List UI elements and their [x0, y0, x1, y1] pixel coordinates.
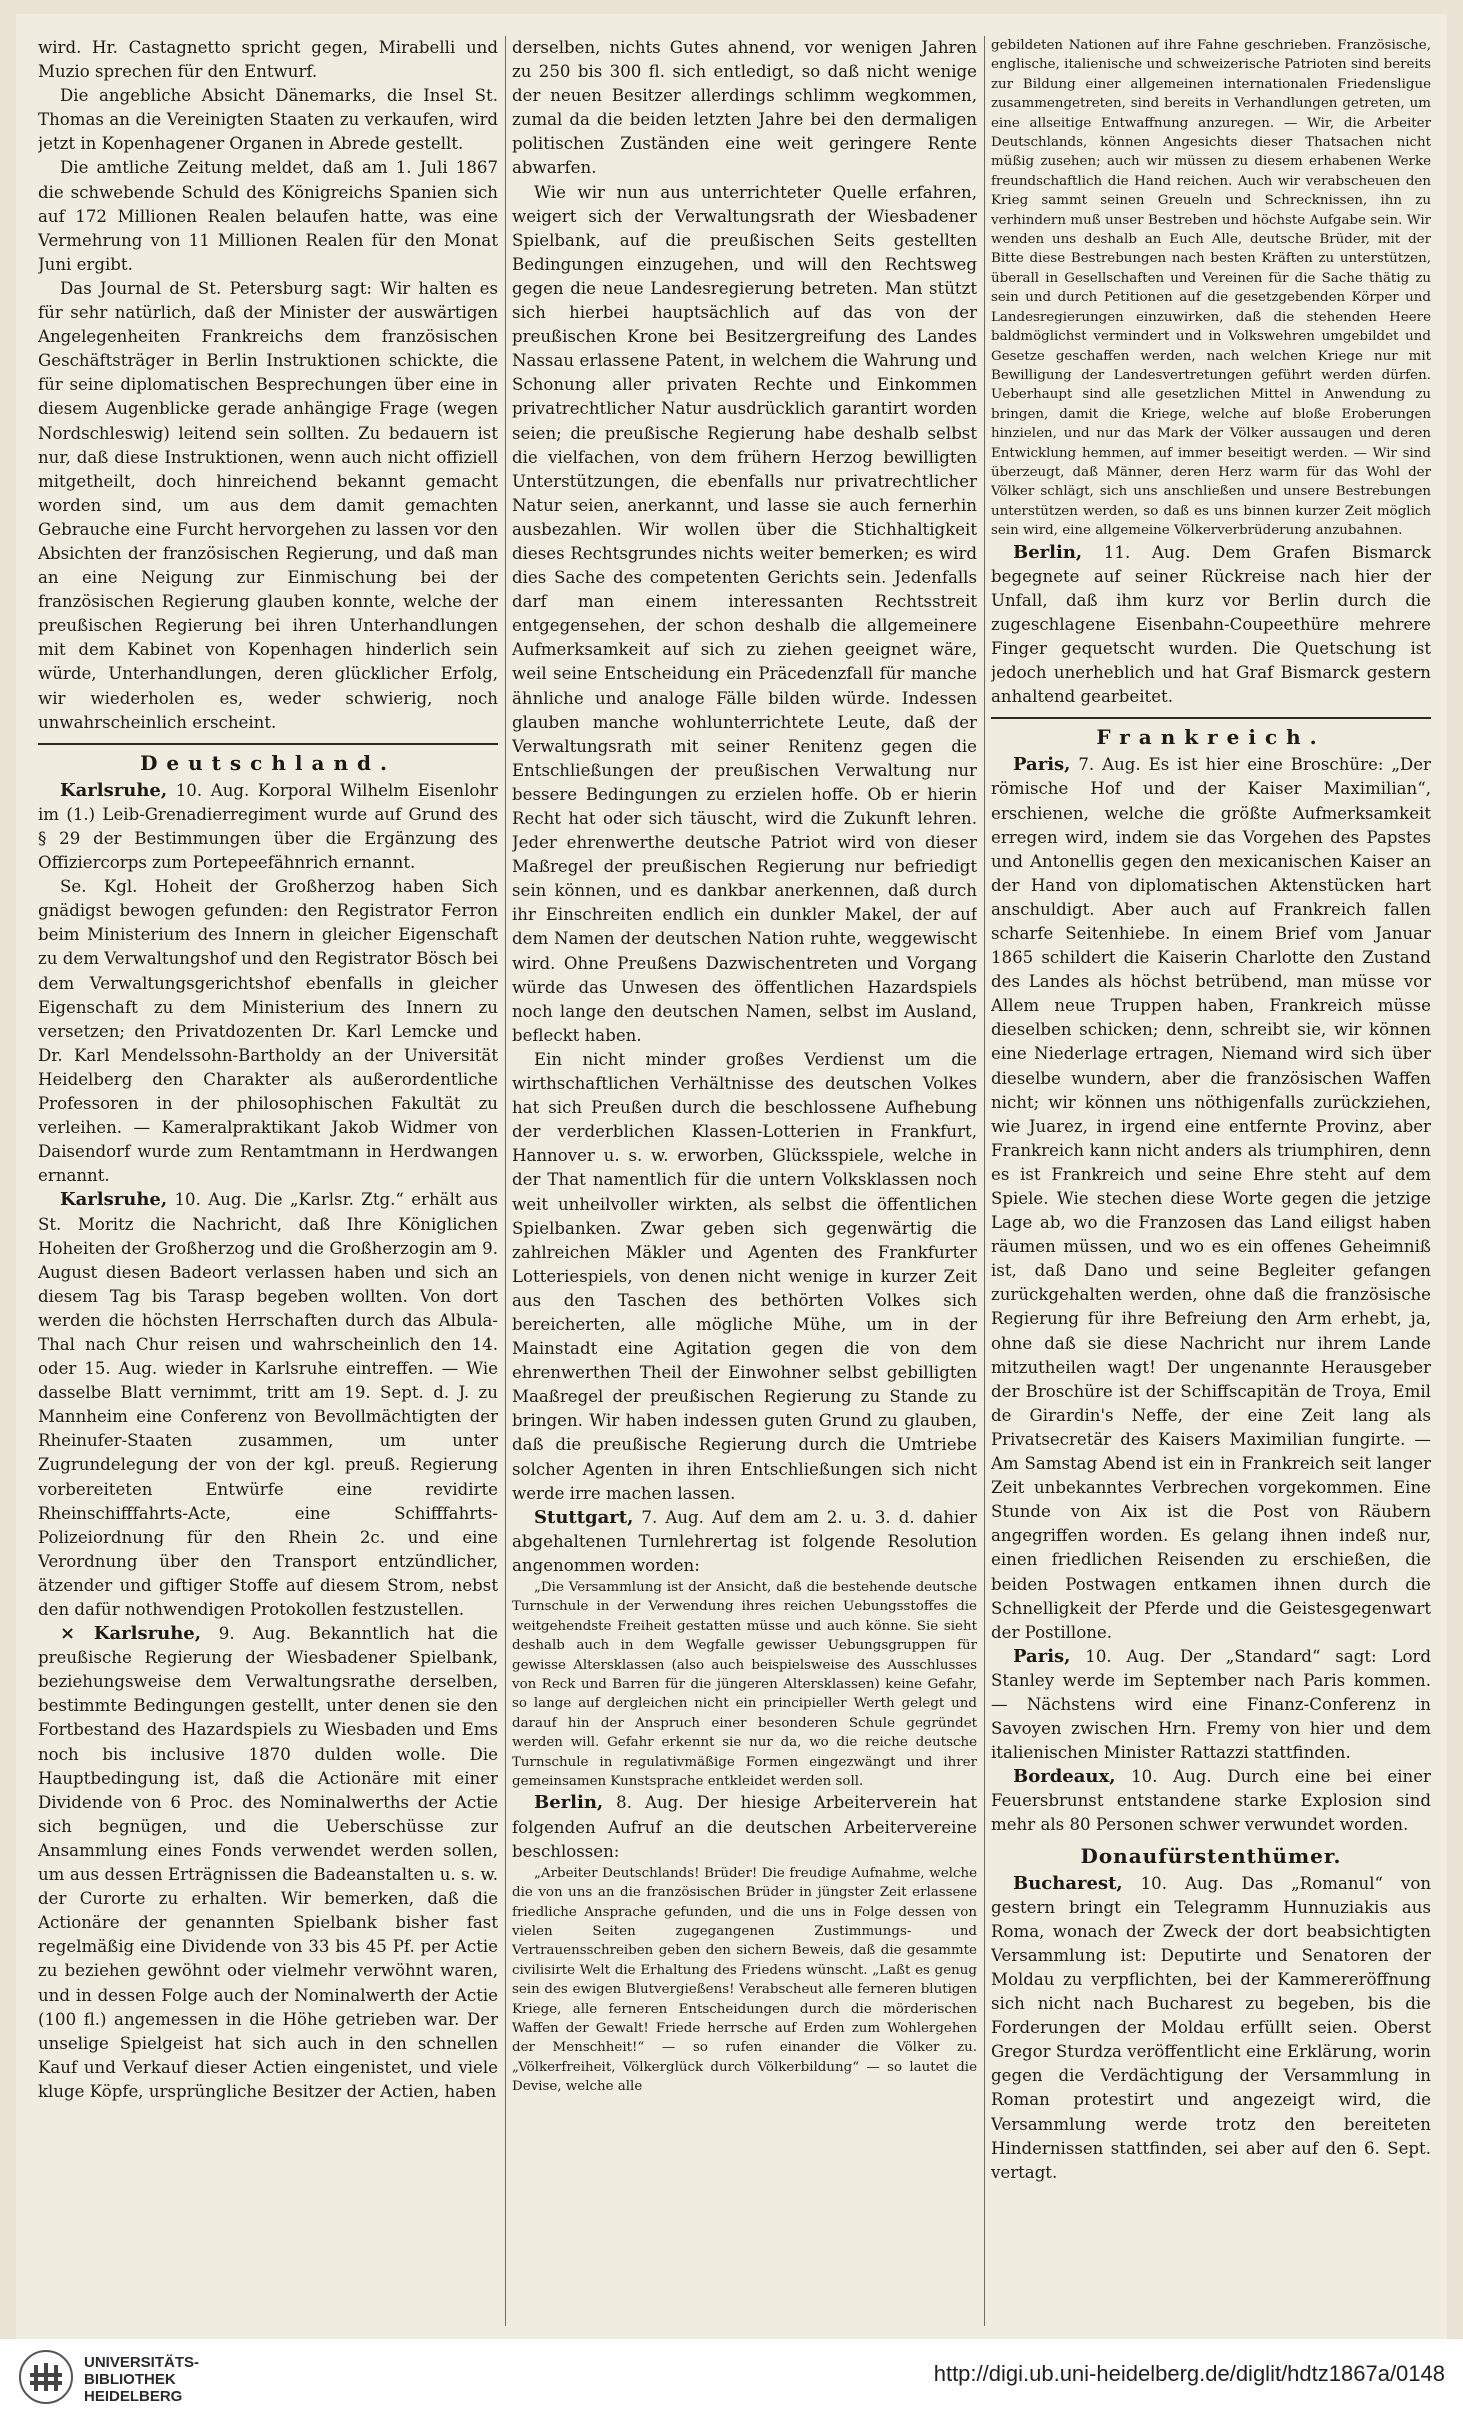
- library-name-line: UNIVERSITÄTS-: [84, 2354, 200, 2371]
- article-text: 11. Aug. Dem Grafen Bismarck begegnete auf seiner Rückreise nach hier der Unfall, daß ihm kurz vor Berlin durch die zugeschlagene Eisenbahn-Coupeethüre mehrere Finger gequetscht wurden. Die Quetschung ist jedoch unerheblich und hat Graf Bismarck gestern anhaltend gearbeitet.: [991, 542, 1431, 707]
- article: [991, 541, 1431, 710]
- dateline-place: Paris,: [1013, 754, 1071, 776]
- paragraph: wird. Hr. Castagnetto spricht gegen, Mirabelli und Muzio sprechen für den Entwurf.: [38, 38, 498, 82]
- article: [38, 1622, 498, 2104]
- section-heading-frankreich: Frankreich.: [1096, 725, 1326, 750]
- column-middle: [512, 36, 977, 2326]
- dateline-place: Karlsruhe,: [60, 1189, 168, 1211]
- university-library-logo-icon: [18, 2349, 74, 2405]
- article: [512, 1506, 977, 1578]
- quoted-resolution: „Die Versammlung ist der Ansicht, daß die bestehende deutsche Turnschule in der Verwendung ihres reichen Uebungsstoffes die weitgehendste Freiheit gestatten müsse und auch könne. Sie sieht deshalb auch in dem Wegfalle gewisser Uebungsgruppen für gewisse Altersklassen (also auch beispielsweise des Ausschlusses von Reck und Barren für die jüngeren Altersklassen) keine Gefahr, so lange auf dergleichen nicht ein principieller Werth gelegt und darauf hin der Anspruch einer besonderen Schule gegründet werden will. Gefahr erkennt sie nur da, wo die reiche deutsche Turnschule in regulativmäßige Formen eingezwängt und ihrer gemeinsamen Kunstsprache entkleidet werden soll.: [512, 1580, 977, 1790]
- article: [512, 1791, 977, 1863]
- article-text: 7. Aug. Auf dem am 2. u. 3. d. dahier abgehaltenen Turnlehrertag ist folgende Resolution angenommen worden:: [512, 1507, 977, 1575]
- dateline-place: × Karlsruhe,: [60, 1623, 202, 1645]
- section-divider: [991, 717, 1431, 719]
- article-text: 8. Aug. Der hiesige Arbeiterverein hat folgenden Aufruf an die deutschen Arbeitervereine beschlossen:: [512, 1793, 977, 1861]
- library-name-line: BIBLIOTHEK: [84, 2371, 176, 2388]
- library-name-line: HEIDELBERG: [84, 2388, 183, 2405]
- paragraph: Das Journal de St. Petersburg sagt: Wir halten es für sehr natürlich, daß der Minister der auswärtigen Angelegenheiten Frankreichs dem französischen Geschäftsträger in Berlin Instruktionen schickte, die für seine diplomatischen Besprechungen über eine in diesem Augenblicke gerade anhängige Frage (wegen Nordschleswig) leitend sein sollten. Zu bedauern ist nur, daß diese Instruktionen, wenn auch nicht offiziell mitgetheilt, doch hinreichend bekannt gemacht worden sind, um aus dem damit gemachten Gebrauche eine Furcht hervorgehen zu lassen vor den Absichten der französischen Regierung, und daß man an eine Neigung zur Einmischung bei der französischen Regierung glauben konnte, welche der preußischen Regierung bei ihren Unterhandlungen mit dem Kabinet von Kopenhagen hinderlich sein würde, Unterhandlungen, deren glücklicher Erfolg, wir wiederholen es, weder schwierig, noch unwahrscheinlich erscheint.: [38, 278, 498, 732]
- paragraph: Se. Kgl. Hoheit der Großherzog haben Sich gnädigst bewogen gefunden: den Registrator Ferron beim Ministerium des Innern in gleicher Eigenschaft zu dem Verwaltungshof und den Registrator Bösch bei dem Verwaltungsgerichtshof ebenfalls in gleicher Eigenschaft zu dem Ministerium des Innern zu versetzen; den Privatdozenten Dr. Karl Lemcke und Dr. Karl Mendelssohn-Bartholdy an der Universität Heidelberg den Charakter als außerordentliche Professoren in der philosophischen Fakultät zu verleihen. — Kameralpraktikant Jakob Widmer von Daisendorf wurde zum Rentamtmann in Herdwangen ernannt.: [38, 877, 498, 1186]
- paragraph: Wie wir nun aus unterrichteter Quelle erfahren, weigert sich der Verwaltungsrath der Wiesbadener Spielbank, auf die preußischen Seits gestellten Bedingungen einzugehen, und will den Rechtsweg gegen die neue Landesregierung betreten. Man stützt sich hierbei hauptsächlich auf das von der preußischen Krone bei Besitzergreifung des Landes Nassau erlassene Patent, in welchem die Wahrung und Schonung aller privaten Rechte und Einkommen privatrechtlicher Natur ausdrücklich garantirt worden seien; die preußische Regierung habe deshalb selbst die vielfachen, von dem frühern Herzog bewilligten Unterstützungen, die ebenfalls nur privatrechtlicher Natur seien, anerkannt, und lasse sie auch fernerhin ausbezahlen. Wir wollen über die Stichhaltigkeit dieses Rechtsgrundes nichts weiter bemerken; es wird dies Sache des competenten Gerichts sein. Jedenfalls darf man einem interessanten Rechtsstreit entgegensehen, der schon deshalb die allgemeinere Aufmerksamkeit auf sich zu ziehen geeignet wäre, weil seine Entscheidung ein Präcedenzfall für manche ähnliche und analoge Fälle bilden würde. Indessen glauben manche wohlunterrichtete Leute, daß der Verwaltungsrath mit seiner Renitenz gegen die Entschließungen der preußischen Verwaltung nur bessere Bedingungen zu erzielen hoffe. Ob er hierin Recht hat oder sich täuscht, wird die Zukunft lehren. Jeder ehrenwerthe deutsche Patriot wird von dieser Maßregel der preußischen Regierung nur befriedigt sein können, und es dankbar anerkennen, daß durch ihr Einschreiten endlich ein dunkler Makel, der auf dem Namen der deutschen Nation ruhte, weggewischt wird. Ohne Preußens Dazwischentreten und Vorgang würde das Unwesen des öffentlichen Hazardspiels noch lange den deutschen Namen, selbst im Ausland, befleckt haben.: [512, 182, 977, 1045]
- section-heading-deutschland: Deutschland.: [140, 750, 396, 775]
- article-text: 9. Aug. Bekanntlich hat die preußische Regierung der Wiesbadener Spielbank, beziehungsweise dem Verwaltungsrathe derselben, bestimmte Bedingungen gestellt, unter denen sie den Fortbestand des Hazardspiels zu Wiesbaden und Ems noch bis inclusive 1870 dulden wolle. Die Hauptbedingung ist, daß die Actionäre mit einer Dividende von 6 Proc. des Nominalwerths der Actie sich begnügen, und die Ueberschüsse zur Ansammlung eines Fonds verwendet werden sollen, um aus dessen Erträgnissen die Badeanstalten u. s. w. der Curorte zu erhalten. Wir bemerken, daß die Actionäre der genannten Spielbank bisher fast regelmäßig eine Dividende von 33 bis 45 Pf. per Actie zu beziehen gewöhnt oder vielmehr verwöhnt waren, und in dessen Folge auch der Nominalwerth der Actie (100 fl.) angemessen in die Höhe getrieben war. Der unselige Spielgeist hat sich auch in den schnellen Kauf und Verkauf dieser Actien eingenistet, und viele kluge Köpfe, ursprüngliche Besitzer der Actien, haben: [38, 1624, 498, 2101]
- article: [38, 1188, 498, 1622]
- dateline-place: Bordeaux,: [1013, 1766, 1116, 1788]
- section-heading-donaufuerstenthuemer: Donaufürstenthümer.: [1080, 1843, 1342, 1868]
- library-name: [84, 2354, 199, 2405]
- article: [991, 1645, 1431, 1765]
- newspaper-page: [16, 14, 1447, 2339]
- column-separator: [505, 36, 506, 2326]
- dateline-place: Karlsruhe,: [60, 779, 168, 801]
- dateline-place: Paris,: [1013, 1645, 1071, 1667]
- dateline-place: Berlin,: [534, 1792, 604, 1814]
- source-url-link[interactable]: http://digi.ub.uni-heidelberg.de/diglit/hdtz1867a/0148: [933, 2361, 1445, 2386]
- paragraph: Die angebliche Absicht Dänemarks, die Insel St. Thomas an die Vereinigten Staaten zu verkaufen, wird jetzt in Kopenhagener Organen in Abrede gestellt.: [38, 86, 498, 154]
- article: [991, 1765, 1431, 1837]
- section-divider: [38, 743, 498, 745]
- paragraph: Die amtliche Zeitung meldet, daß am 1. Juli 1867 die schwebende Schuld des Königreichs Spanien sich auf 172 Millionen Realen belaufen hatte, was eine Vermehrung von 11 Millionen Realen für den Monat Juni ergibt.: [38, 158, 498, 274]
- column-separator: [984, 36, 985, 2326]
- dateline-place: Berlin,: [1013, 541, 1083, 563]
- article-text: 10. Aug. Die „Karlsr. Ztg.“ erhält aus St. Moritz die Nachricht, daß Ihre Königlichen Hoheiten der Großherzog und die Großherzogin am 9. August diesen Badeort verlassen haben und sich an diesem Tag bis Tarasp begeben wollten. Von dort werden die höchsten Herrschaften durch das Albula-Thal nach Chur reisen und wahrscheinlich den 14. oder 15. Aug. wieder in Karlsruhe eintreffen. — Wie dasselbe Blatt vernimmt, tritt am 19. Sept. d. J. zu Mannheim eine Conferenz von Bevollmächtigten der Rheinufer-Staaten zusammen, um unter Zugrundelegung der von der kgl. preuß. Regierung vorbereiteten Entwürfe eine revidirte Rheinschifffahrts-Acte, eine Schifffahrts-Polizeiordnung für den Rhein 2c. und eine Verordnung über den Transport entzündlicher, ätzender und giftiger Stoffe auf diesem Strom, nebst den dafür nothwendigen Protokollen festzustellen.: [38, 1190, 498, 1619]
- article-text: 7. Aug. Es ist hier eine Broschüre: „Der römische Hof und der Kaiser Maximilian“, erschienen, welche die größte Aufmerksamkeit erregen wird, indem sie das Vorgehen des Papstes und Antonellis gegen den mexicanischen Kaiser an der Hand von diplomatischen Aktenstücken hart anschuldigt. Aber auch auf Frankreich fallen scharfe Seitenhiebe. In einem Brief vom Januar 1865 schildert die Kaiserin Charlotte den Zustand des Landes als höchst betrübend, man müsse vor Allem neue Truppen haben, Frankreich müsse dieselben schicken; denn, schreibt sie, wir können eine Niederlage ertragen, Niemand wird sich über dieselbe wundern, aber die französischen Waffen nicht; wir können uns nöthigenfalls zurückziehen, wie Juarez, in irgend eine entfernte Provinz, aber Frankreich kann nicht anders als triumphiren, denn es ist Frankreich und seine Ehre steht auf dem Spiele. Wie stechen diese Worte gegen die jetzige Lage ab, wo die Franzosen das Land eiligst haben räumen müssen, und wo es ein offenes Geheimniß ist, daß Dano und seine Begleiter gefangen zurückgehalten werden, ohne daß die französische Regierung für ihre Befreiung den Arm erhebt, ja, ohne daß sie diese Nachricht nur ihrem Lande mitzutheilen wagt! Der ungenannte Herausgeber der Broschüre ist der Schiffscapitän de Troya, Emil de Girardin's Neffe, der eine Zeit lang als Privatsecretär des Kaisers Maximilian fungirte. — Am Samstag Abend ist ein in Frankreich seit langer Zeit unbekanntes Verbrechen vorgekommen. Eine Stunde von Aix ist die Post von Räubern angegriffen worden. Es gelang ihnen indeß nur, einen friedlichen Reisenden zu erschießen, die beiden Postwagen entkamen ihnen durch die Schnelligkeit der Pferde und die Geistesgegenwart der Postillone.: [991, 755, 1431, 1642]
- dateline-place: Stuttgart,: [534, 1506, 634, 1528]
- article: [991, 753, 1431, 1644]
- article: [991, 1872, 1431, 2185]
- paragraph: derselben, nichts Gutes ahnend, vor wenigen Jahren zu 250 bis 300 fl. sich entledigt, so daß nicht wenige der neuen Besitzer allerdings schlimm wegkommen, zumal da die beiden letzten Jahre bei den dermaligen politischen Zuständen eine weit geringere Rente abwarfen.: [512, 38, 977, 178]
- article-text: 10. Aug. Der „Standard“ sagt: Lord Stanley werde im September nach Paris kommen. — Nächstens wird eine Finanz-Conferenz in Savoyen zwischen Hrn. Fremy von hier und dem italienischen Minister Rattazzi stattfinden.: [991, 1646, 1431, 1763]
- article-text: 10. Aug. Das „Romanul“ von gestern bringt ein Telegramm Hunnuziakis aus Roma, wonach der Zweck der dort beabsichtigten Versammlung ist: Deputirte und Senatoren der Moldau zu verpflichten, bei der Kammereröffnung sich nicht nach Bucharest zu begeben, bis die Forderungen der Moldau erfüllt seien. Oberst Gregor Sturdza veröffentlicht eine Erklärung, worin gegen die Verdächtigung der Versammlung in Roman protestirt und angezeigt wird, die Versammlung werde trotz den bereiteten Hindernissen stattfinden, sei aber auf den 6. Sept. vertagt.: [991, 1873, 1431, 2182]
- column-right: [991, 36, 1431, 2326]
- paragraph: Ein nicht minder großes Verdienst um die wirthschaftlichen Verhältnisse des deutschen Volkes hat sich Preußen durch die beschlossene Aufhebung der verderblichen Klassen-Lotterien in Frankfurt, Hannover u. s. w. erworben, Glücksspiele, welche in der That namentlich für die untern Volksklassen noch weit unheilvoller wirkten, als selbst die öffentlichen Spielbanken. Zwar geben sich gegenwärtig die zahlreichen Mäkler und Agenten des Frankfurter Lotteriespiels, von denen nicht wenige in kurzer Zeit aus den Taschen des bethörten Volkes sich bereicherten, alle mögliche Mühe, um in der Mainstadt eine Agitation gegen die von dem ehrenwerthen Theil der Einwohner selbst gebilligten Maaßregel der preußischen Regierung zu Stande zu bringen. Wir haben indessen guten Grund zu glauben, daß die preußische Regierung durch die Umtriebe solcher Agenten in ihren Entschließungen sich nicht werde irre machen lassen.: [512, 1049, 977, 1503]
- article-text: 10. Aug. Durch eine bei einer Feuersbrunst entstandene starke Explosion sind mehr als 80 Personen schwer verwundet worden.: [991, 1767, 1431, 1835]
- column-left: [38, 36, 498, 2326]
- quoted-appeal: „Arbeiter Deutschlands! Brüder! Die freudige Aufnahme, welche die von uns an die französischen Brüder in jüngster Zeit erlassene friedliche Ansprache gefunden, und die uns in Folge dessen von vielen Seiten zugegangenen Zustimmungs- und Vertrauensschreiben geben den sichern Beweis, daß die gesammte civilisirte Welt die Erhaltung des Friedens wünscht. „Laßt es genug sein des ewigen Blutvergießens! Verabscheut alle ferneren blutigen Kriege, alle ferneren Entscheidungen durch die mörderischen Waffen der Gewalt! Friede herrsche auf Erden zum Wohlergehen der Menschheit!“ — so rufen einander die Völker zu. „Völkerfreiheit, Völkerglück durch Völkerbildung“ — so lautet die Devise, welche alle: [512, 1865, 977, 2095]
- quoted-appeal-continued: gebildeten Nationen auf ihre Fahne geschrieben. Französische, englische, italienische und schweizerische Patrioten sind bereits zur Bildung einer allgemeinen internationalen Friedensligue zusammengetreten, sind bereits in Verhandlungen getreten, um eine allseitige Entwaffnung anzuregen. — Wir, die Arbeiter Deutschlands, können Angesichts dieser Thatsachen nicht müßig zusehen; auch wir müssen zu diesem erhabenen Werke freundschaftlich die Hand reichen. Auch wir verabscheuen den Krieg sammt seinen Greueln und Schrecknissen, ihn zu verhindern muß unser Bestreben und höchste Aufgabe sein. Wir wenden uns deshalb an Euch Alle, deutsche Brüder, mit der Bitte diese Bestrebungen nach besten Kräften zu unterstützen, überall in Gesellschaften und Vereinen für die Sache thätig zu sein und durch Petitionen auf die gesetzgebenden Körper und Landesregierungen einzuwirken, daß die stehenden Heere baldmöglichst vermindert und in Volkswehren umgebildet und Gesetze geschaffen werden, nach welchen Kriege nur mit Bewilligung der Landesvertretungen geführt werden dürfen. Ueberhaupt sind alle gesetzlichen Mittel in Anwendung zu bringen, damit die Kriege, welche auf bloße Eroberungen hinzielen, und nur das Mark der Völker aussaugen und deren Entwicklung hemmen, auf immer beseitigt werden. — Wir sind überzeugt, daß Männer, deren Herz warm für das Wohl der Völker schlägt, sich uns anschließen und unsere Bestrebungen unterstützen werden, so daß es uns binnen kurzer Zeit möglich sein wird, eine allgemeine Völkerverbrüderung anzubahnen.: [991, 38, 1431, 539]
- article-text: 10. Aug. Korporal Wilhelm Eisenlohr im (1.) Leib-Grenadierregiment wurde auf Grund des § 29 der Bestimmungen über die Ergänzung des Offiziercorps zum Portepeefähnrich ernannt.: [38, 780, 498, 873]
- dateline-place: Bucharest,: [1013, 1872, 1123, 1894]
- article: [38, 779, 498, 875]
- library-footer: [0, 2339, 1463, 2415]
